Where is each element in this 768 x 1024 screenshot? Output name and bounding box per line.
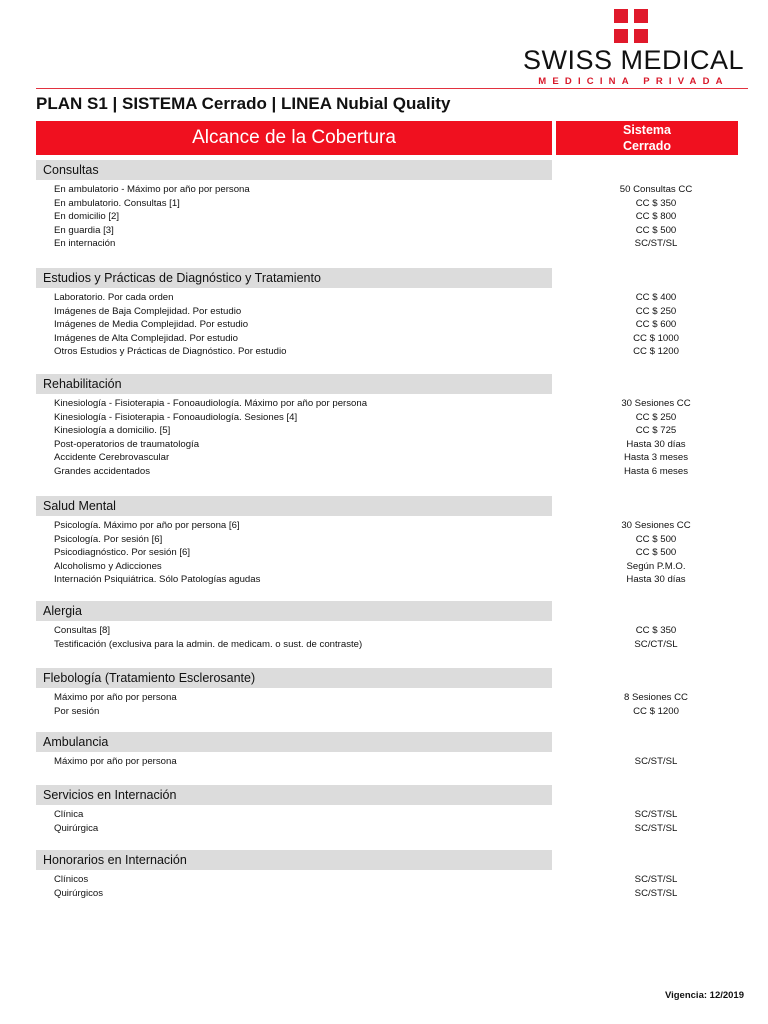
- coverage-row: [36, 438, 736, 452]
- coverage-row: [36, 397, 736, 411]
- coverage-item-value: Hasta 3 meses: [624, 452, 688, 464]
- system-header-line1: Sistema: [623, 123, 671, 137]
- coverage-row: [36, 638, 736, 652]
- coverage-item-label: Imágenes de Alta Complejidad. Por estudio: [54, 332, 238, 344]
- section-rows: [36, 397, 736, 479]
- coverage-item-value: Según P.M.O.: [626, 560, 686, 572]
- coverage-row: [36, 451, 736, 465]
- coverage-row: [36, 822, 736, 836]
- coverage-row: [36, 318, 736, 332]
- section-rows: [36, 291, 736, 359]
- coverage-row: [36, 237, 736, 251]
- coverage-row: [36, 705, 736, 719]
- swiss-medical-logo: [523, 9, 745, 87]
- coverage-item-value: SC/ST/SL: [634, 756, 678, 767]
- coverage-item-label: Otros Estudios y Prácticas de Diagnóstico. Por estudio: [54, 346, 287, 358]
- coverage-section: [36, 268, 736, 359]
- coverage-item-value: CC $ 1200: [633, 705, 679, 717]
- coverage-item-label: Quirúrgica: [54, 822, 99, 834]
- coverage-item-value: Hasta 6 meses: [624, 465, 688, 477]
- coverage-section: [36, 850, 736, 900]
- brand-name: SWISS MEDICAL: [523, 45, 745, 75]
- coverage-item-value: 30 Sesiones CC: [621, 520, 691, 531]
- coverage-item-value: SC/ST/SL: [634, 238, 678, 250]
- coverage-item-label: Psicología. Máximo por año por persona [6]: [54, 520, 240, 531]
- section-rows: [36, 624, 736, 651]
- section-title: Servicios en Internación: [36, 785, 552, 805]
- coverage-item-label: En domicilio [2]: [54, 211, 120, 223]
- section-rows: [36, 519, 736, 587]
- brand-tagline: MEDICINA PRIVADA: [538, 76, 729, 87]
- coverage-item-label: Alcoholismo y Adicciones: [54, 560, 162, 572]
- coverage-item-label: En ambulatorio. Consultas [1]: [54, 197, 180, 209]
- coverage-row: [36, 546, 736, 560]
- coverage-scope-header: [36, 121, 552, 155]
- coverage-section: [36, 601, 736, 651]
- coverage-item-value: Hasta 30 días: [626, 574, 686, 586]
- coverage-row: [36, 873, 736, 887]
- system-header: [556, 121, 738, 155]
- section-title: Consultas: [36, 160, 552, 180]
- coverage-item-label: Imágenes de Baja Complejidad. Por estudio: [54, 305, 242, 317]
- coverage-item-value: SC/ST/SL: [634, 822, 678, 834]
- coverage-row: [36, 887, 736, 901]
- coverage-item-value: SC/ST/SL: [634, 887, 678, 899]
- coverage-row: [36, 210, 736, 224]
- coverage-item-value: SC/CT/SL: [634, 638, 678, 650]
- coverage-item-label: Accidente Cerebrovascular: [54, 452, 170, 464]
- coverage-item-label: Psicología. Por sesión [6]: [54, 533, 163, 545]
- section-title: Alergia: [36, 601, 552, 621]
- coverage-item-value: CC $ 350: [635, 625, 677, 636]
- coverage-item-label: Post-operatorios de traumatología: [54, 438, 200, 450]
- section-title: Honorarios en Internación: [36, 850, 552, 870]
- coverage-item-value: 8 Sesiones CC: [624, 692, 688, 703]
- section-title: Salud Mental: [36, 496, 552, 516]
- coverage-item-label: En ambulatorio - Máximo por año por persona: [54, 184, 250, 195]
- coverage-item-label: Grandes accidentados: [54, 465, 150, 477]
- coverage-row: [36, 183, 736, 197]
- coverage-scope-title: Alcance de la Cobertura: [192, 127, 396, 148]
- coverage-row: [36, 573, 736, 587]
- coverage-item-label: Kinesiología a domicilio. [5]: [54, 425, 171, 437]
- section-title: Rehabilitación: [36, 374, 552, 394]
- coverage-item-label: Internación Psiquiátrica. Sólo Patologías agudas: [54, 574, 261, 586]
- coverage-row: [36, 197, 736, 211]
- section-title: Ambulancia: [36, 732, 552, 752]
- coverage-item-value: CC $ 725: [635, 425, 677, 437]
- coverage-item-label: En guardia [3]: [54, 224, 114, 236]
- coverage-item-label: Quirúrgicos: [54, 887, 104, 899]
- coverage-item-value: CC $ 500: [635, 533, 677, 545]
- coverage-row: [36, 291, 736, 305]
- coverage-item-value: CC $ 500: [635, 224, 677, 236]
- coverage-item-value: SC/ST/SL: [634, 809, 678, 820]
- coverage-item-value: CC $ 250: [635, 305, 677, 317]
- coverage-item-value: CC $ 1000: [633, 332, 679, 344]
- coverage-item-label: Laboratorio. Por cada orden: [54, 292, 174, 303]
- coverage-item-label: Máximo por año por persona: [54, 692, 177, 703]
- coverage-section: [36, 785, 736, 835]
- system-header-line2: Cerrado: [623, 139, 671, 153]
- coverage-item-label: Consultas [8]: [54, 625, 110, 636]
- coverage-row: [36, 533, 736, 547]
- validity-date: Vigencia: 12/2019: [664, 990, 744, 1001]
- coverage-row: [36, 305, 736, 319]
- section-rows: [36, 808, 736, 835]
- header-divider: [36, 88, 748, 89]
- coverage-item-value: CC $ 800: [635, 211, 677, 223]
- coverage-item-label: Kinesiología - Fisioterapia - Fonoaudiología. Sesiones [4]: [54, 411, 298, 423]
- coverage-item-value: CC $ 500: [635, 547, 677, 559]
- coverage-row: [36, 519, 736, 533]
- coverage-item-label: Máximo por año por persona: [54, 756, 177, 767]
- coverage-row: [36, 808, 736, 822]
- coverage-item-value: CC $ 400: [635, 292, 677, 303]
- coverage-section: [36, 732, 736, 769]
- coverage-item-label: Psicodiagnóstico. Por sesión [6]: [54, 547, 190, 559]
- coverage-item-value: Hasta 30 días: [626, 438, 686, 450]
- coverage-item-value: CC $ 600: [635, 319, 677, 331]
- section-rows: [36, 755, 736, 769]
- coverage-section: [36, 160, 736, 251]
- coverage-item-value: CC $ 1200: [633, 346, 679, 358]
- coverage-item-label: Kinesiología - Fisioterapia - Fonoaudiología. Máximo por año por persona: [54, 398, 368, 409]
- coverage-item-value: 50 Consultas CC: [619, 184, 693, 195]
- section-title: Flebología (Tratamiento Esclerosante): [36, 668, 552, 688]
- coverage-item-label: Clínicos: [54, 874, 89, 885]
- coverage-row: [36, 465, 736, 479]
- coverage-row: [36, 411, 736, 425]
- coverage-row: [36, 424, 736, 438]
- section-title: Estudios y Prácticas de Diagnóstico y Tratamiento: [36, 268, 552, 288]
- red-cross-logo-icon: [614, 9, 648, 43]
- coverage-item-label: Por sesión: [54, 705, 100, 717]
- coverage-row: [36, 224, 736, 238]
- coverage-row: [36, 345, 736, 359]
- coverage-row: [36, 691, 736, 705]
- coverage-section: [36, 374, 736, 479]
- coverage-section: [36, 496, 736, 587]
- coverage-item-value: CC $ 250: [635, 411, 677, 423]
- coverage-item-value: SC/ST/SL: [634, 874, 678, 885]
- coverage-section: [36, 668, 736, 718]
- coverage-item-label: En internación: [54, 238, 116, 250]
- coverage-item-value: 30 Sesiones CC: [621, 398, 691, 409]
- plan-title: PLAN S1 | SISTEMA Cerrado | LINEA Nubial Quality: [36, 94, 451, 113]
- coverage-row: [36, 560, 736, 574]
- coverage-item-label: Testificación (exclusiva para la admin. de medicam. o sust. de contraste): [54, 638, 363, 650]
- coverage-row: [36, 332, 736, 346]
- coverage-row: [36, 624, 736, 638]
- coverage-row: [36, 755, 736, 769]
- section-rows: [36, 873, 736, 900]
- section-rows: [36, 183, 736, 251]
- coverage-item-value: CC $ 350: [635, 197, 677, 209]
- coverage-item-label: Imágenes de Media Complejidad. Por estudio: [54, 319, 249, 331]
- section-rows: [36, 691, 736, 718]
- coverage-item-label: Clínica: [54, 809, 84, 820]
